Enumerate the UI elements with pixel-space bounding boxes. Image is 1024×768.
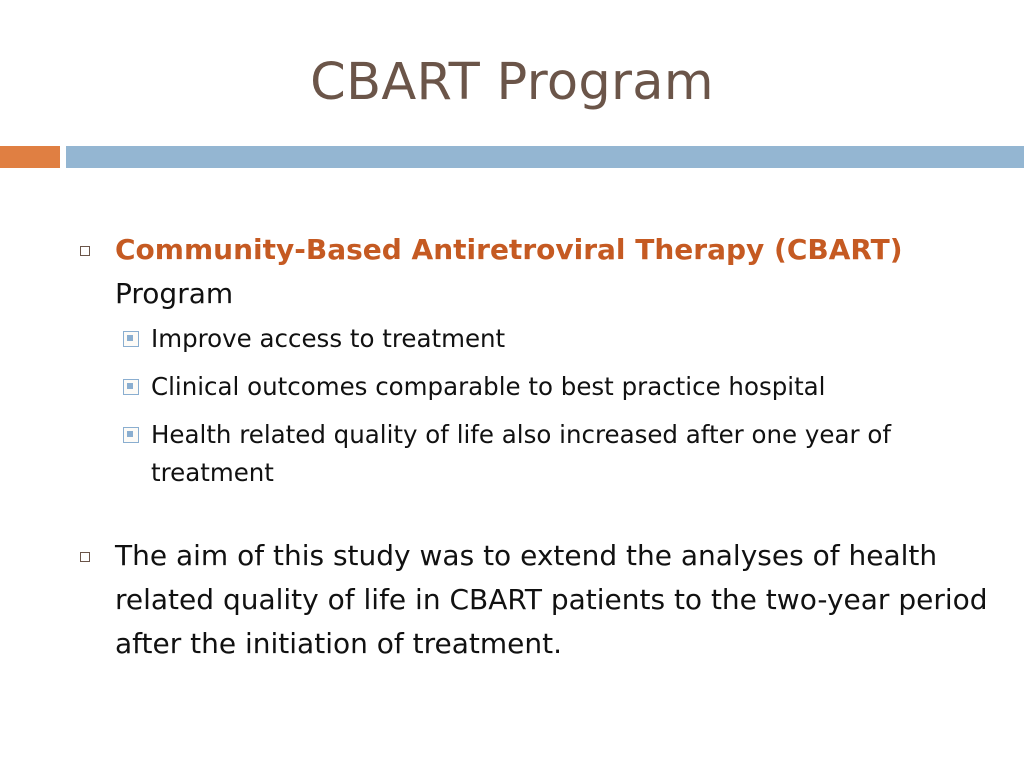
sub-bullet-item bbox=[151, 320, 994, 358]
title-divider-bar bbox=[66, 146, 1024, 168]
sub-bullet-list bbox=[115, 320, 994, 492]
bullet-cbart-program bbox=[0, 228, 1024, 492]
sub-bullet-text: Health related quality of life also increased after one year of treatment bbox=[151, 420, 891, 487]
hollow-square-bullet-icon bbox=[80, 246, 90, 256]
sub-bullet-item bbox=[151, 416, 994, 492]
accent-bar bbox=[0, 146, 60, 168]
slide-body bbox=[0, 228, 1024, 666]
hollow-square-bullet-icon bbox=[80, 552, 90, 562]
slide-title: CBART Program bbox=[310, 53, 714, 112]
bullet-study-aim bbox=[0, 534, 1024, 666]
bullet-text: Program bbox=[115, 277, 234, 310]
square-bullet-icon bbox=[123, 331, 139, 347]
sub-bullet-item bbox=[151, 368, 994, 406]
bullet-highlight-text: Community-Based Antiretroviral Therapy (CBART) bbox=[115, 233, 903, 266]
sub-bullet-text: Clinical outcomes comparable to best practice hospital bbox=[151, 372, 826, 401]
bullet-text: The aim of this study was to extend the analyses of health related quality of life in CBART patients to the two-year period after the initiation of treatment. bbox=[115, 539, 988, 660]
square-bullet-icon bbox=[123, 427, 139, 443]
sub-bullet-text: Improve access to treatment bbox=[151, 324, 506, 353]
square-bullet-icon bbox=[123, 379, 139, 395]
